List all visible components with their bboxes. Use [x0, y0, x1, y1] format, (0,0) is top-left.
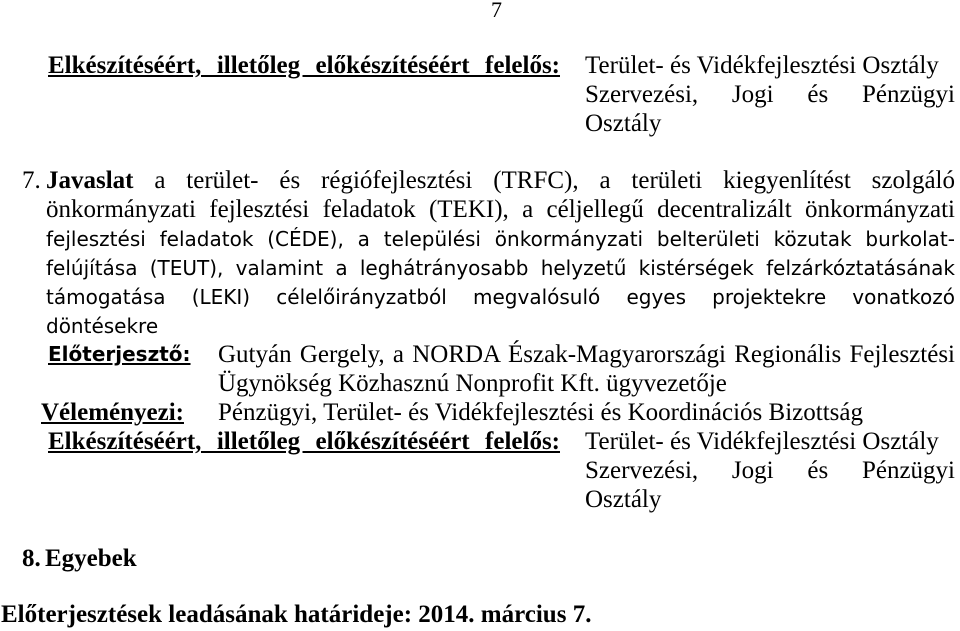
- responsible-value: [585, 51, 955, 138]
- presenter-line: Gutyán Gergely, a NORDA Észak-Magyarországi Regionális Fejlesztési: [218, 341, 955, 368]
- agenda-item-number: 7.: [22, 167, 41, 194]
- responsible-line: Terület- és Vidékfejlesztési Osztály: [585, 52, 939, 79]
- responsible-line: Terület- és Vidékfejlesztési Osztály: [585, 428, 939, 455]
- responsible-value: [585, 427, 955, 514]
- submission-deadline: [1, 600, 591, 629]
- title-line: támogatása (LEKI) célelőirányzatból megvalósuló egyes projektekre vonatkozó: [46, 285, 955, 309]
- title-line: önkormányzati fejlesztési feladatok (TEKI), a céljellegű decentralizált önkormányzati: [46, 196, 955, 223]
- deadline-label: Előterjesztések leadásának határideje:: [1, 601, 413, 628]
- responsible-line: Szervezési, Jogi és Pénzügyi: [585, 457, 955, 484]
- reviewer-label: Véleményezi:: [41, 399, 184, 426]
- title-line: [46, 166, 955, 195]
- title-line-text: a terület- és régiófejlesztési (TRFC), a területi kiegyenlítést szolgáló: [154, 167, 955, 194]
- title-line: fejlesztési feladatok (CÉDE), a települési önkormányzati belterületi közutak burkolat-: [46, 227, 955, 251]
- title-line: felújítása (TEUT), valamint a leghátrányosabb helyzetű kistérségek felzárkóztatásának: [46, 256, 955, 280]
- responsible-label: Elkészítéséért, illetőleg előkészítéséért felelős:: [48, 428, 560, 455]
- deadline-date: 2014. március 7.: [418, 601, 592, 628]
- responsible-label: Elkészítéséért, illetőleg előkészítéséért felelős:: [48, 52, 560, 79]
- presenter-value: [218, 340, 955, 398]
- responsible-line: Szervezési, Jogi és Pénzügyi: [585, 81, 955, 108]
- agenda-item-title: Egyebek: [45, 545, 137, 572]
- responsible-line: Osztály: [585, 110, 662, 137]
- presenter-line: Ügynökség Közhasznú Nonprofit Kft. ügyvezetője: [218, 370, 727, 397]
- title-line: döntésekre: [46, 314, 159, 338]
- agenda-item-title: [46, 166, 955, 340]
- responsible-line: Osztály: [585, 486, 662, 513]
- reviewer-value: Pénzügyi, Terület- és Vidékfejlesztési és Koordinációs Bizottság: [218, 399, 863, 426]
- agenda-item-number: 8.: [22, 545, 41, 572]
- page-number: 7: [491, 0, 502, 22]
- presenter-label: Előterjesztő:: [48, 342, 191, 366]
- title-lead: Javaslat: [46, 167, 134, 194]
